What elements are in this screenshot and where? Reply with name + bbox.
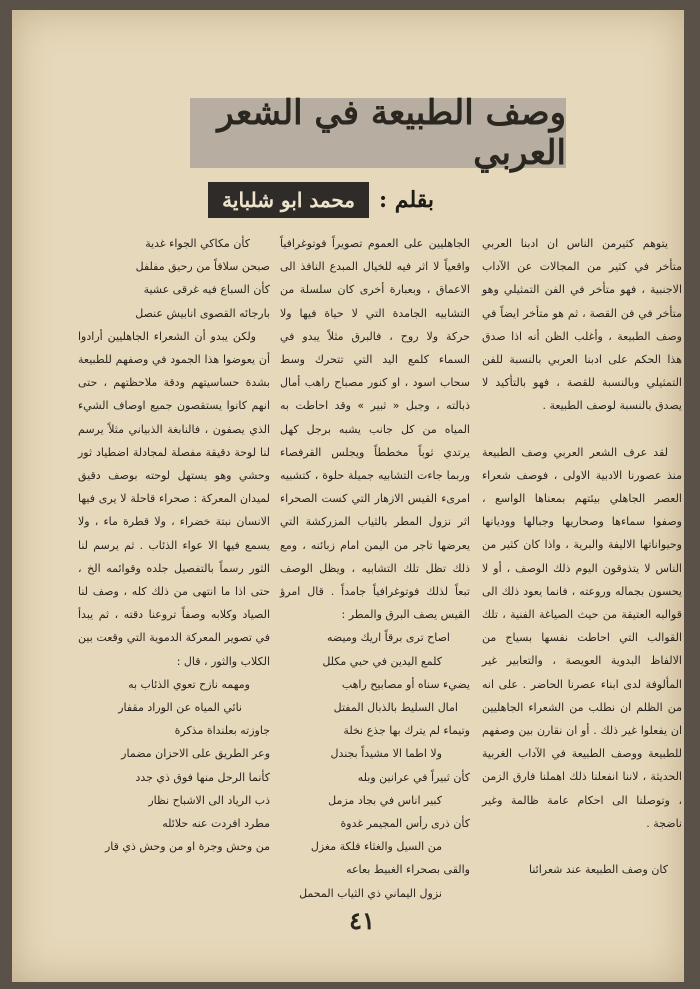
magazine-page <box>12 10 684 982</box>
verse-line: كأن السباع فيه غرقى عشية <box>143 283 270 297</box>
verse-line: من السيل والغثاء فلكة مغزل <box>310 840 442 854</box>
verse-line: كبير اناس في بجاد مزمل <box>328 793 442 807</box>
byline-prefix: بقلم : <box>379 187 434 213</box>
verse-line: صبحن سلافاً من رحيق مفلفل <box>135 260 270 274</box>
paragraph: لقد عرف الشعر العربي وصف الطبيعة منذ عصورنا الادبية الاولى ، فوصف شعراء العصر الجاهلي بيئتهم بمعناها الواسع ، وصفوا سماءها وصحاريها وجبالها ووديانها وحيواناتها الاليفة والبرية ، واذا كان كثير من الناس لا يتذوقون اليوم ذلك الوصف ، أو لا يحسون بجماله وروعته ، فانما يعود ذلك الى قوالبه العتيقة من حيث الصياغة الفنية ، تلك القوالب التي احاطت نفسها بسياج من الالفاظ البدوية العويصة ، والتعابير غير المألوفة لدى ابناء عصرنا الحاضر . على انه من الظلم ان نطلب من الشعراء الجاهليين ان يفعلوا غير ذلك . أو ان نقارن بين وصفهم للطبيعة ووصف الطبيعة في الآداب الغربية الحديثة ، لاننا انفعلنا ذلك اهملنا فارق الزمن ، وتوصلنا الى احكام عامة ظالمة وغير ناضجة . <box>482 445 682 830</box>
verse-line: امال السليط بالذبال المفتل <box>333 701 458 715</box>
verse-line: بارجائه القصوى انابيش عنصل <box>135 306 270 320</box>
author-name-box: محمد ابو شلباية <box>208 182 369 218</box>
verse-line: وتيماء لم يترك بها جذع نخلة <box>343 724 470 738</box>
verse-line: نائي المياه عن الوراد مقفار <box>118 701 242 715</box>
verse-line: نزول اليماني ذي الثياب المحمل <box>299 886 442 900</box>
page-number: ٤١ <box>349 906 375 935</box>
verse-line: كأن ثبيراً في عرانين وبله <box>357 770 470 784</box>
verse-line: والقى بصحراء الغبيط بعاعه <box>346 863 470 877</box>
verse-line: من وحش وجرة او من وحش ذي قار <box>104 840 270 854</box>
verse-line: جاوزته بعلنداة مذكرة <box>174 724 270 738</box>
verse-line: مطرد افردت عنه حلائله <box>162 817 270 831</box>
verse-line: كأن ذرى رأس المجيمر غدوة <box>340 817 470 831</box>
column-left <box>78 232 270 858</box>
verse-line: ومهمه نازح تعوي الذئاب به <box>128 677 250 691</box>
verse-line: وعر الطريق على الاحزان مضمار <box>121 747 270 761</box>
paragraph: ولكن يبدو أن الشعراء الجاهليين أرادوا أن يعوضوا هذا الجمود في وصفهم للطبيعة بشدة حساسيتهم ودقة ملاحظتهم ، حتى انهم كانوا يستقصون جميع اوصاف الشيء الذي يصفون ، فالنابغة الذبياني مثلاً يرسم لنا لوحة دقيقة مفصلة لمجادلة اضطياد ثور وحشي وهو يستهل لوحته بوصف دقيق لميدان المعركة : صحراء قاحلة لا يرى فيها الانسان نبتة خضراء ، ولا قطرة ماء ، ولا يسمع فيها الا عواء الذئاب . ثم يرسم لنا الثور رسماً بالتفصيل جلده وقوائمه الخ ، حتى اذا ما انتهى من ذلك كله ، وصف لنا الصياد وكلابه وصفاً تروعنا دقته ، ثم يبدأ في تصوير المعركة الدموية التي وقعت بين الكلاب والثور ، قال : <box>78 329 270 668</box>
byline <box>154 178 434 222</box>
verse-line: ولا اطما الا مشيداً بجندل <box>330 747 442 761</box>
poem <box>78 673 270 859</box>
verse-line: كلمع اليدين في حبي مكلل <box>322 654 442 668</box>
verse-line: كأنما الرحل منها فوق ذي جدد <box>135 770 270 784</box>
title-banner <box>190 93 566 173</box>
verse-line: كأن مكاكي الجواء غدية <box>145 237 250 250</box>
verse-line: ذب الرياد الى الاشباح نظار <box>148 793 270 807</box>
paragraph: الجاهليين على العموم تصويراً فوتوغرافياً واقعياً لا اثر فيه للخيال المبدع النافذ الى الاعماق ، وبعبارة أخرى كان سلسلة من التشابيه الجامدة التي لا حياة فيها ولا حركة ولا روح ، فالبرق مثلاً يبدو في السماء كلمع اليد التي تتحرك وسط سحاب اسود ، او كنور مصباح راهب أمال ذبالته ، وجبل « ثبير » وقد احاطت به المياه من كل جانب يشبه برجل كهل يرتدي ثوباً مخططاً ويجلس القرفصاء وربما جاءت التشابيه جميلة حلوة ، كتشبيه امرىء القيس الازهار التي كست الصحراء اثر نزول المطر بالثياب المزركشة التي يعرضها تاجر من اليمن امام زبائنه ، ومع ذلك تظل تلك التشابيه ، ويظل الوصف تبعاً لذلك فوتوغرافياً جامداً . قال امرؤ القيس يصف البرق والمطر : <box>280 237 470 622</box>
article-title: وصف الطبيعة في الشعر العربي <box>217 93 566 173</box>
poem <box>280 626 470 904</box>
column-right <box>482 232 682 881</box>
verse-line: يضيء سناه أو مصابيح راهب <box>341 677 470 691</box>
column-middle <box>280 232 470 905</box>
verse-line: اصاح ترى برقاً اريك وميضه <box>327 631 450 645</box>
paragraph: كان وصف الطبيعة عند شعرائنا <box>528 863 668 877</box>
poem <box>78 232 270 325</box>
paragraph: يتوهم كثيرمن الناس ان ادبنا العربي متأخر في كثير من المجالات عن الآداب الاجنبية ، فهو متأخر في الفن التمثيلي وهو متأخر في فن القصة ، ثم هو متأخر ايضاً في وصف الطبيعة ، وأغلب الظن أنه اذا صدق هذا الحكم على ادبنا العربي بالنسبة للفن التمثيلي وبالنسبة للقصة ، فهو بالتأكيد لا يصدق بالنسبة لوصف الطبيعة . <box>482 237 682 413</box>
